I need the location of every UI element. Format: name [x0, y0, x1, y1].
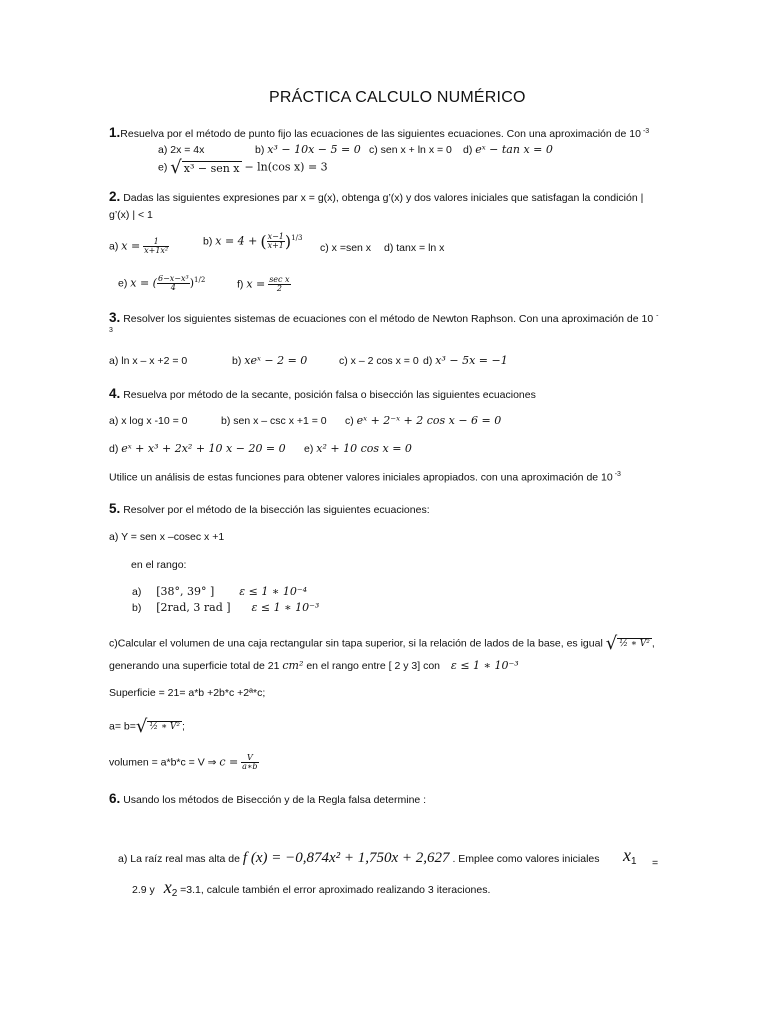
p2-item-b-exponent: 1/3: [291, 233, 303, 242]
p4-item-b: b) sen x – csc x +1 = 0: [221, 415, 327, 427]
fraction-numerator: V: [241, 754, 258, 763]
p2-item-a: [109, 238, 169, 256]
p5-item-c-text: c)Calcular el volumen de una caja rectangular sin tapa superior, si la relación de lados de la base, es igual: [109, 637, 603, 650]
p5-range-a-label: a): [132, 586, 142, 598]
p1-item-e-label: e): [158, 161, 168, 174]
p6-line2-start: 2.9 y: [132, 884, 155, 896]
problem-6-number: 6.: [109, 791, 121, 806]
p5-item-c-line1: [109, 633, 655, 655]
p6-formula: f (x) = −0,874x² + 1,750x + 2,627: [242, 850, 450, 866]
p3-item-c: c) x – 2 cos x = 0: [339, 355, 419, 367]
problem-5-intro: [109, 501, 430, 517]
sqrt-symbol: √ ½ ∗ V²: [135, 716, 181, 737]
p4-item-c-expr: eˣ + 2⁻ˣ + 2 cos x − 6 = 0: [356, 414, 502, 427]
page-title: PRÁCTICA CALCULO NUMÉRICO: [269, 89, 526, 106]
p1-item-b-expr: x³ − 10x − 5 = 0: [267, 143, 361, 156]
p5-item-c-comma: ,: [651, 637, 655, 650]
p3-item-a: a) ln x – x +2 = 0: [109, 355, 188, 367]
p2-item-b: b) x = 4 + ( $\frac{x-1}{x+1}$ )$^{1/3}$: [203, 231, 303, 251]
p4-item-c: [345, 414, 501, 428]
p5-range-b-interval: [2rad, 3 rad ]: [156, 601, 231, 614]
p2-item-f: [237, 276, 291, 294]
p1-item-b: [255, 143, 361, 157]
problem-2-intro: [109, 189, 643, 205]
p5-volume-label: volumen = a*b*c = V ⇒: [109, 756, 217, 769]
p1-item-e: [158, 157, 328, 179]
p6-equals: =: [652, 857, 659, 869]
p5-ab-radicand: ½ ∗ V²: [149, 721, 181, 732]
p5-surface: Superficie = 21= a*b +2b*c +2ª*c;: [109, 687, 266, 699]
p1-item-b-label: b): [255, 144, 265, 156]
p3-item-d: [423, 354, 508, 368]
fraction-numerator: sec x: [269, 275, 290, 284]
p5-item-c-range: en el rango entre [ 2 y 3] con: [306, 660, 440, 672]
fraction-denominator: x+1: [267, 241, 284, 251]
p5-range-b: [132, 601, 319, 615]
p5-range-b-epsilon: ε ≤ 1 ∗ 10⁻³: [251, 601, 320, 614]
p5-volume-lhs: c =: [219, 755, 239, 769]
p2-item-e-label: e): [118, 277, 128, 290]
p1-item-a: a) 2x = 4x: [158, 144, 205, 156]
p4-note: [109, 471, 621, 484]
problem-1-intro: [109, 125, 649, 141]
problem-4-number: 4.: [109, 386, 121, 401]
p4-note-text: Utilice un análisis de estas funciones para obtener valores iniciales apropiados. con una aproximación de 10: [109, 471, 613, 484]
p5-range-a-epsilon: ε ≤ 1 ∗ 10⁻⁴: [239, 585, 308, 598]
p1-item-e-radicand: x³ − sen x: [183, 161, 240, 175]
problem-1-text: Resuelva por el método de punto fijo las ecuaciones de las siguientes ecuaciones. Con una aproximación de 10: [120, 128, 641, 140]
p5-ab: [109, 716, 185, 738]
p4-item-e: [304, 442, 412, 456]
p3-item-b: [232, 354, 307, 368]
p2-item-b-lhs: x = 4 +: [215, 234, 258, 248]
p2-item-f-fraction: [268, 276, 290, 294]
problem-3-intro: [109, 310, 658, 326]
fraction-denominator: a∗b: [242, 762, 258, 772]
p4-item-d: [109, 442, 286, 456]
problem-4-intro: [109, 386, 536, 402]
fraction-numerator: x−1: [267, 231, 284, 241]
problem-2-intro-line2: g’(x) | < 1: [109, 209, 153, 221]
p5-item-c-unit: cm²: [282, 659, 304, 672]
p6-item-a: [118, 849, 600, 867]
p4-item-d-label: d): [109, 443, 119, 455]
problem-2-number: 2.: [109, 189, 121, 204]
p5-volume-fraction: [241, 754, 258, 772]
fraction-numerator: 6−x−x³: [157, 274, 189, 283]
problem-3-number: 3.: [109, 310, 121, 325]
p2-item-e-exponent: 1/2: [194, 276, 206, 285]
p6-line2: [132, 877, 490, 900]
p5-range-b-label: b): [132, 602, 142, 614]
p6-x1-subscript: 1: [631, 856, 637, 868]
p5-volume: [109, 754, 259, 772]
p5-item-c-radicand: ½ ∗ V²: [619, 638, 650, 649]
p5-item-c-surface: generando una superficie total de 21: [109, 660, 280, 672]
p1-item-d-expr: eˣ − tan x = 0: [475, 143, 553, 156]
p2-item-b-fraction: [267, 233, 285, 251]
p3-item-b-expr: xeˣ − 2 = 0: [244, 354, 308, 367]
p3-item-d-expr: x³ − 5x = −1: [435, 354, 508, 367]
p2-item-e-fraction: [157, 275, 190, 293]
p6-item-a-after: . Emplee como valores iniciales: [452, 853, 600, 865]
p6-x1-symbol: x: [623, 845, 631, 865]
problem-5-number: 5.: [109, 501, 121, 516]
problem-6-intro: [109, 791, 426, 807]
p6-x1: [623, 845, 637, 868]
p2-item-e-lhs: x = (: [130, 276, 157, 290]
p1-item-d: [463, 143, 553, 157]
p4-item-a: a) x log x -10 = 0: [109, 415, 188, 427]
fraction-denominator: 4: [170, 283, 176, 293]
p3-item-b-label: b): [232, 355, 242, 367]
p4-item-d-expr: eˣ + x³ + 2x² + 10 x − 20 = 0: [121, 442, 286, 455]
problem-3-exponent-wrap: 3: [109, 327, 113, 334]
p3-item-d-label: d): [423, 355, 433, 367]
p5-item-c-line2: [109, 659, 519, 673]
p4-note-exponent: -3: [614, 471, 621, 478]
problem-5-text: Resolver por el método de la bisección las siguientes ecuaciones:: [123, 504, 430, 516]
p2-item-f-lhs: x =: [246, 277, 266, 291]
p6-x2-subscript: 2: [171, 888, 178, 900]
p5-item-c-epsilon: ε ≤ 1 ∗ 10⁻³: [450, 659, 519, 672]
p6-x2-symbol: x: [163, 877, 172, 897]
p2-item-c: c) x =sen x: [320, 242, 372, 254]
problem-1-exponent: -3: [642, 127, 650, 135]
p5-range-a-interval: [38°, 39° ]: [156, 585, 215, 598]
sqrt-symbol: √ x³ − sen x: [170, 157, 240, 178]
p6-item-a-text: a) La raíz real mas alta de: [118, 853, 240, 865]
p4-item-e-expr: x² + 10 cos x = 0: [316, 442, 412, 455]
p2-item-b-label: b): [203, 235, 213, 248]
p5-item-a: a) Y = sen x –cosec x +1: [109, 531, 225, 543]
problem-1-number: 1.: [109, 125, 121, 140]
p2-item-a-lhs: x =: [121, 239, 141, 253]
problem-6-text: Usando los métodos de Bisección y de la Regla falsa determine :: [123, 794, 427, 806]
p5-range-label: en el rango:: [131, 559, 187, 571]
p5-ab-semicolon: ;: [182, 720, 185, 733]
problem-4-text: Resuelva por método de la secante, posición falsa o bisección las siguientes ecuaciones: [123, 389, 536, 401]
fraction-denominator: 2: [276, 284, 282, 294]
sqrt-symbol: √ ½ ∗ V²: [605, 633, 650, 654]
p1-item-c: c) sen x + ln x = 0: [369, 144, 452, 156]
p1-item-d-label: d): [463, 144, 473, 156]
problem-2-text: Dadas las siguientes expresiones par x = g(x), obtenga g’(x) y dos valores iniciales que satisfagan la condición |: [123, 192, 644, 204]
p6-line2-end: =3.1, calcule también el error aproximado realizando 3 iteraciones.: [180, 884, 491, 896]
problem-3-exponent: -: [656, 312, 659, 320]
fraction-numerator: 1: [143, 238, 169, 247]
p2-item-f-label: f): [237, 278, 244, 291]
p2-item-a-fraction: [143, 238, 169, 256]
p2-item-e: e) x = ( $\frac{\text{6−x−x³}}{4}$ )$^{1/2}$: [118, 274, 206, 293]
p1-item-e-rest: − ln(cos x) = 3: [244, 160, 328, 174]
problem-3-text: Resolver los siguientes sistemas de ecuaciones con el método de Newton Raphson. Con una aproximación de 10: [123, 313, 654, 325]
p5-ab-label: a= b=: [109, 720, 136, 733]
p2-item-d: d) tanx = ln x: [384, 242, 445, 254]
p4-item-e-label: e): [304, 443, 314, 455]
fraction-denominator: x+1x²: [144, 246, 169, 256]
p5-range-a: [132, 585, 307, 599]
p2-item-a-label: a): [109, 240, 119, 253]
p4-item-c-label: c): [345, 415, 354, 427]
